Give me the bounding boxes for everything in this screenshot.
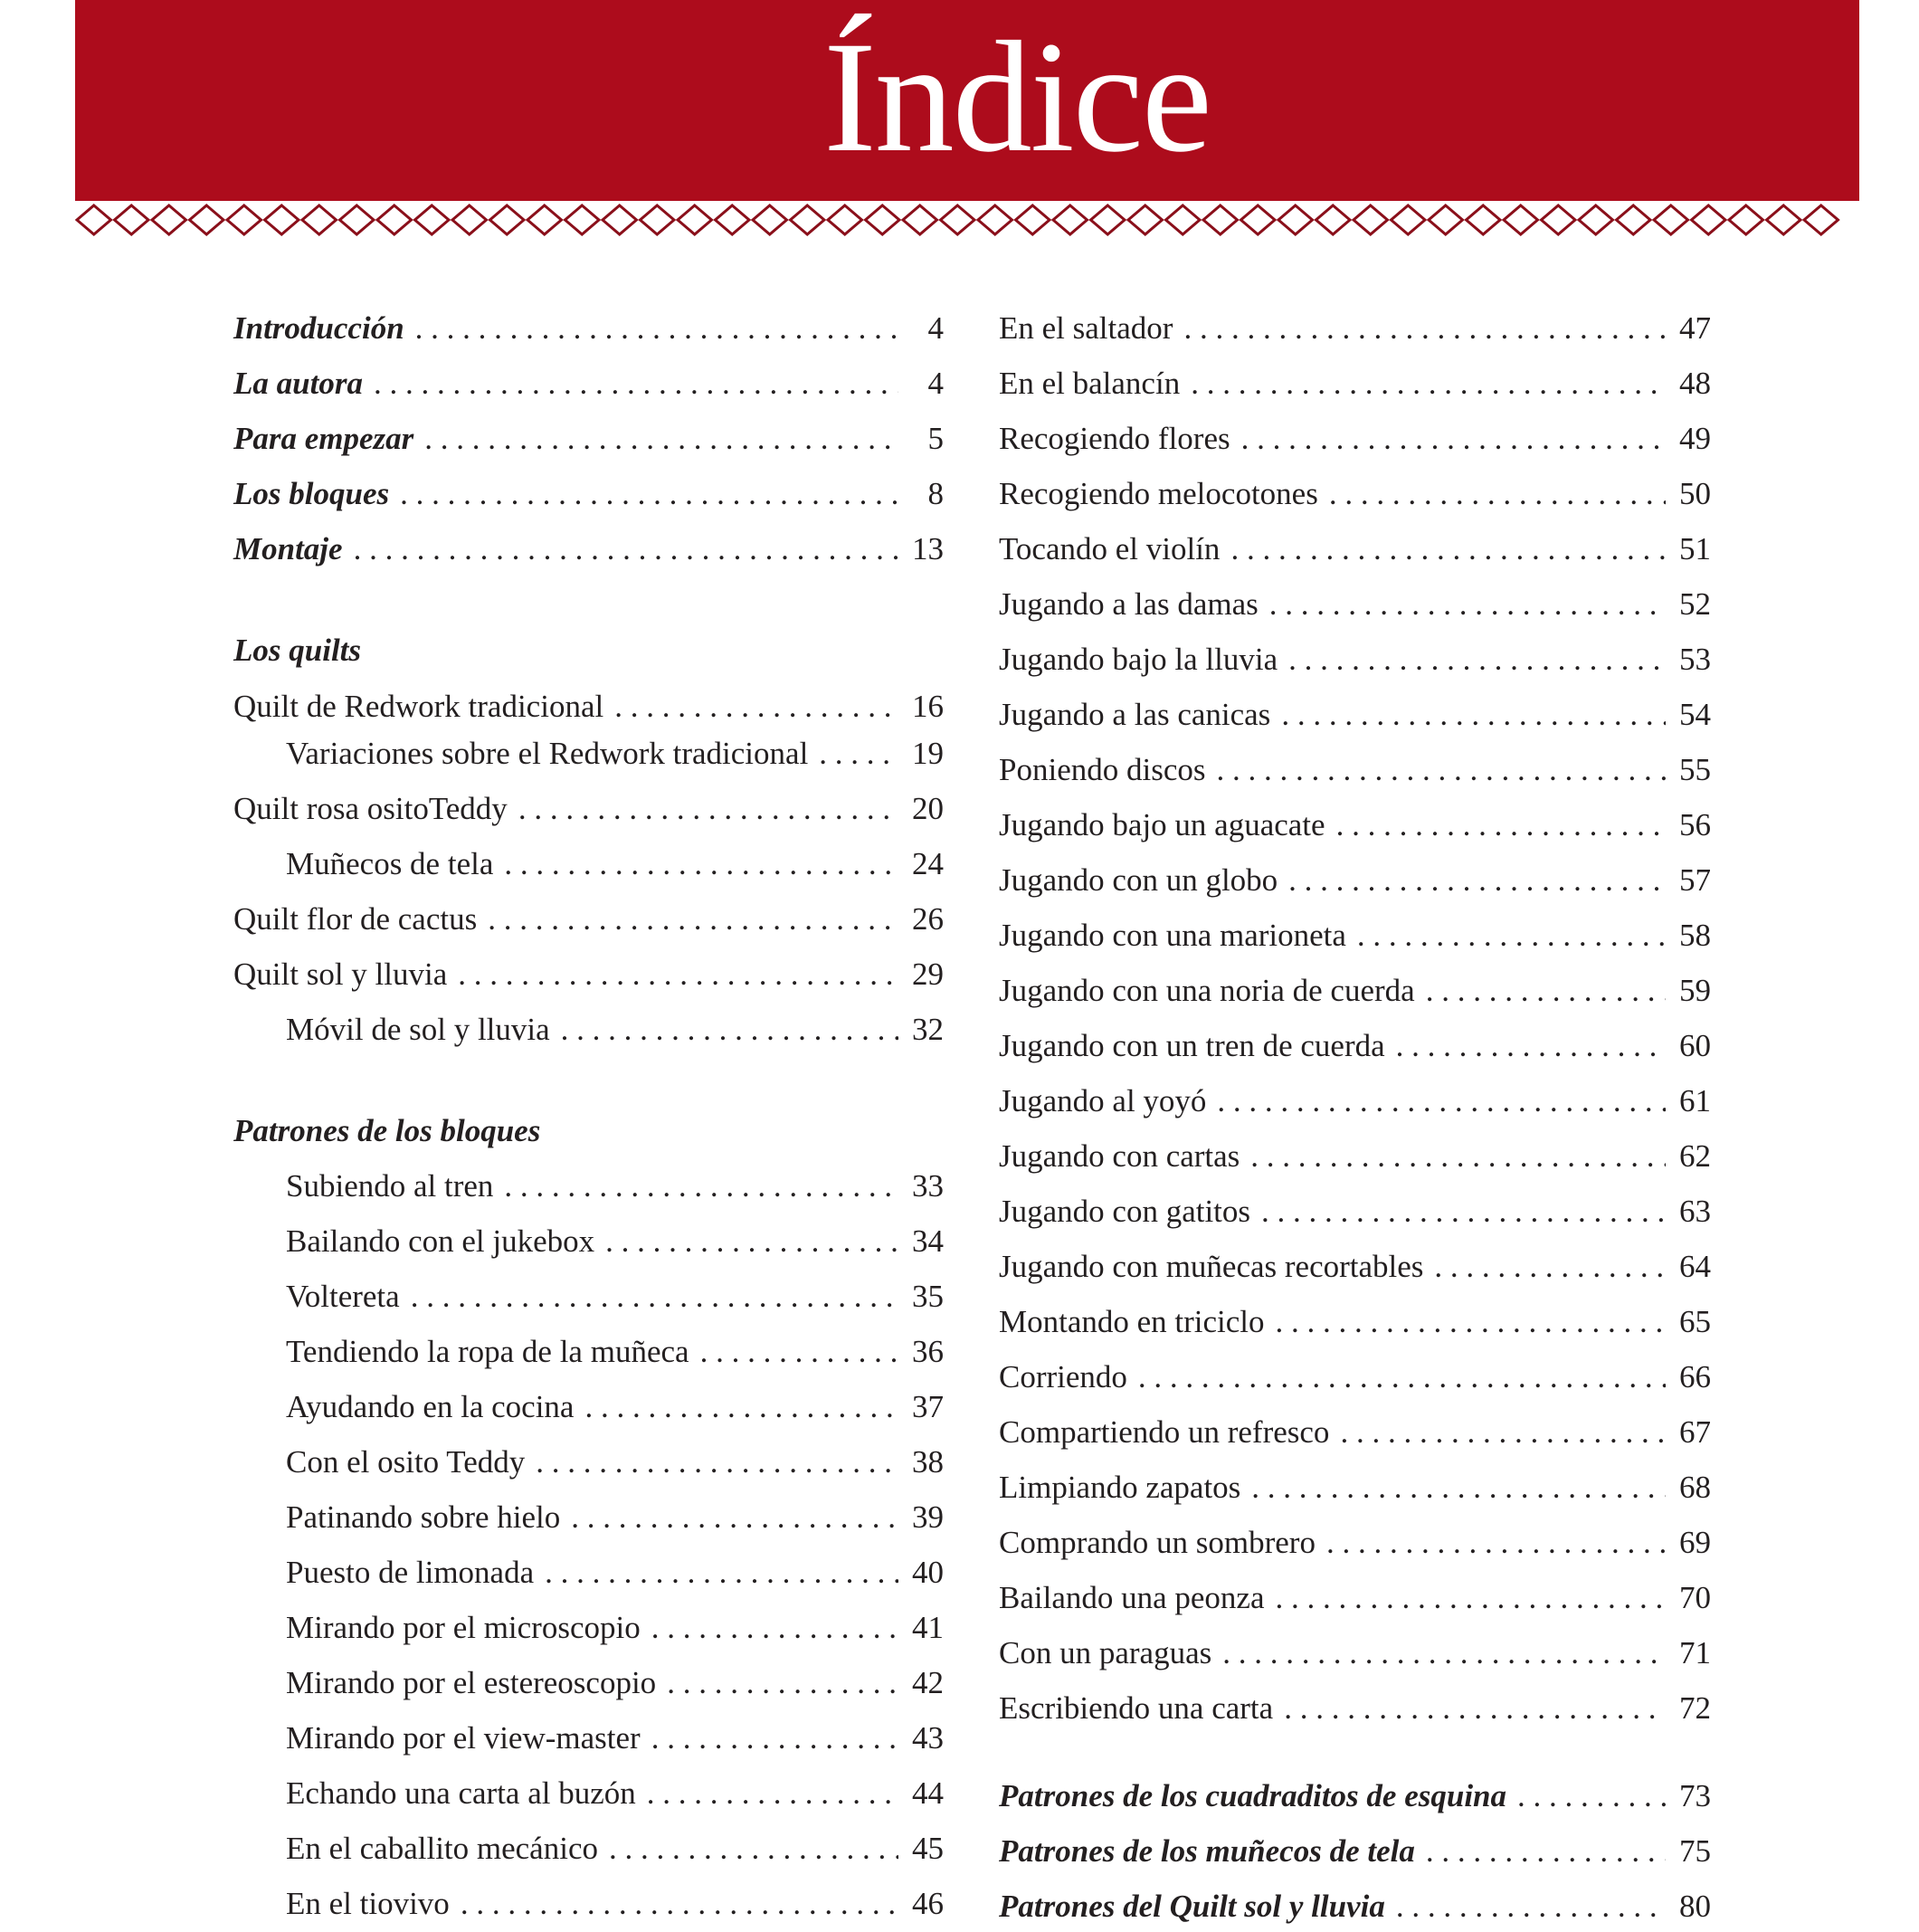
dot-leader [1326, 1518, 1666, 1568]
diamond-shape [753, 205, 787, 234]
toc-entry-page: 80 [1679, 1889, 1711, 1924]
diamond-shape [1091, 205, 1126, 234]
toc-entry[interactable] [233, 303, 944, 354]
toc-entry-title: Quilt sol y lluvia [233, 956, 448, 992]
toc-entry-title: Quilt de Redwork tradicional [233, 689, 604, 724]
toc-entry-page: 37 [912, 1389, 944, 1424]
toc-entry-page: 20 [912, 791, 944, 826]
section-heading-quilts: Los quilts [233, 633, 362, 668]
diamond-shape [1316, 205, 1351, 234]
toc-entry[interactable] [286, 1658, 944, 1708]
dot-leader [458, 949, 898, 1000]
diamond-shape [641, 205, 675, 234]
toc-entry-title: Quilt rosa ositoTeddy [233, 791, 508, 826]
dot-leader [651, 1713, 898, 1764]
toc-entry[interactable] [999, 1021, 1711, 1071]
diamond-shape [1354, 205, 1388, 234]
dot-leader [1222, 1628, 1666, 1679]
diamond-shape [1729, 205, 1763, 234]
diamond-shape [302, 205, 337, 234]
toc-entry-page: 45 [912, 1831, 944, 1866]
toc-entry-title: Quilt flor de cactus [233, 901, 478, 937]
toc-entry-page: 59 [1679, 973, 1711, 1008]
diamond-shape [1654, 205, 1688, 234]
toc-entry-title: Mirando por el microscopio [286, 1610, 641, 1645]
toc-entry-title: Ayudando en la cocina [286, 1389, 575, 1424]
toc-entry-page: 46 [912, 1886, 944, 1921]
dot-leader [461, 1879, 898, 1929]
toc-entry-title: Patrones de los muñecos de tela [999, 1833, 1415, 1869]
toc-entry-page: 44 [912, 1775, 944, 1811]
toc-entry[interactable] [286, 1161, 944, 1212]
toc-entry-page: 33 [912, 1168, 944, 1204]
toc-entry[interactable] [286, 1437, 944, 1488]
dot-leader [1261, 1186, 1666, 1237]
dot-leader [536, 1437, 898, 1488]
toc-entry-title: Jugando a las canicas [999, 697, 1271, 732]
diamond-shape [1467, 205, 1501, 234]
dot-leader [1426, 1826, 1666, 1877]
diamond-shape [1617, 205, 1651, 234]
toc-entry-page: 52 [1679, 586, 1711, 622]
toc-entry-title: Jugando con gatitos [999, 1194, 1251, 1229]
toc-entry-page: 65 [1679, 1304, 1711, 1339]
toc-entry[interactable] [286, 728, 944, 779]
dot-leader [1329, 469, 1666, 519]
toc-entry-page: 8 [927, 476, 944, 511]
toc-entry[interactable] [999, 800, 1711, 851]
toc-entry-title: Introducción [233, 310, 404, 346]
toc-entry[interactable] [999, 1462, 1711, 1513]
toc-entry-title: Recogiendo flores [999, 421, 1230, 456]
diamond-shape [1016, 205, 1050, 234]
diamond-border-ornament [75, 203, 1859, 237]
toc-entry-page: 73 [1679, 1778, 1711, 1813]
toc-entry[interactable] [999, 1131, 1711, 1182]
toc-entry[interactable] [233, 894, 944, 945]
toc-entry-title: Jugando al yoyó [999, 1083, 1207, 1118]
toc-entry-page: 62 [1679, 1138, 1711, 1174]
toc-entry-title: Tocando el violín [999, 531, 1221, 566]
toc-entry-page: 29 [912, 956, 944, 992]
diamond-shape [115, 205, 149, 234]
dot-leader [667, 1658, 898, 1708]
toc-entry-page: 26 [912, 901, 944, 937]
diamond-shape [265, 205, 299, 234]
toc-entry[interactable] [233, 784, 944, 834]
toc-entry-title: Móvil de sol y lluvia [286, 1012, 550, 1047]
diamond-shape [152, 205, 186, 234]
page-title: Índice [823, 9, 1211, 186]
toc-entry-page: 50 [1679, 476, 1711, 511]
toc-entry[interactable] [999, 745, 1711, 795]
toc-entry[interactable] [999, 524, 1711, 575]
dot-leader [1396, 1881, 1666, 1932]
toc-entry-title: Jugando con cartas [999, 1138, 1240, 1174]
diamond-shape [791, 205, 825, 234]
toc-entry-title: Jugando con un globo [999, 862, 1278, 898]
toc-entry[interactable] [999, 1881, 1711, 1932]
toc-entry[interactable] [999, 966, 1711, 1016]
diamond-shape [678, 205, 712, 234]
dot-leader [400, 469, 898, 519]
dot-leader [1241, 414, 1666, 464]
toc-entry[interactable] [999, 1407, 1711, 1458]
dot-leader [424, 414, 898, 464]
toc-entry[interactable] [286, 839, 944, 890]
dot-leader [1284, 1683, 1666, 1734]
diamond-shape [1804, 205, 1838, 234]
toc-entry-page: 4 [927, 310, 944, 346]
dot-leader [1426, 966, 1666, 1016]
dot-leader [1250, 1131, 1666, 1182]
toc-entry-page: 5 [927, 421, 944, 456]
dot-leader [1138, 1352, 1666, 1403]
dot-leader [415, 303, 898, 354]
toc-entry-title: Echando una carta al buzón [286, 1775, 636, 1811]
toc-entry[interactable] [286, 1768, 944, 1819]
toc-entry-page: 63 [1679, 1194, 1711, 1229]
toc-entry[interactable] [999, 1826, 1711, 1877]
toc-entry-page: 66 [1679, 1359, 1711, 1394]
toc-entry-title: Mirando por el view-master [286, 1720, 641, 1756]
dot-leader [1230, 524, 1666, 575]
toc-entry-page: 51 [1679, 531, 1711, 566]
toc-entry-title: Comprando un sombrero [999, 1525, 1316, 1560]
dot-leader [561, 1004, 898, 1055]
toc-entry-title: Para empezar [233, 421, 414, 456]
diamond-shape [340, 205, 375, 234]
diamond-shape [903, 205, 937, 234]
dot-leader [584, 1382, 898, 1432]
dot-leader [1281, 690, 1666, 740]
toc-entry-page: 19 [912, 736, 944, 771]
diamond-shape [77, 205, 111, 234]
diamond-shape [1692, 205, 1726, 234]
toc-entry-title: Montaje [233, 531, 343, 566]
toc-entry-page: 69 [1679, 1525, 1711, 1560]
diamond-shape [1504, 205, 1538, 234]
toc-entry-page: 72 [1679, 1690, 1711, 1726]
toc-entry[interactable] [999, 469, 1711, 519]
diamond-shape [1579, 205, 1613, 234]
toc-entry-title: Corriendo [999, 1359, 1127, 1394]
dot-leader [545, 1547, 898, 1598]
toc-entry[interactable] [999, 1352, 1711, 1403]
dot-leader [1276, 1297, 1666, 1347]
dot-leader [1357, 910, 1666, 961]
toc-entry-title: Variaciones sobre el Redwork tradicional [286, 736, 809, 771]
toc-entry-title: En el caballito mecánico [286, 1831, 598, 1866]
diamond-shape [1128, 205, 1163, 234]
toc-entry-title: Voltereta [286, 1279, 400, 1314]
toc-entry[interactable] [286, 1603, 944, 1653]
toc-entry-title: Jugando con una marioneta [999, 918, 1346, 953]
toc-entry-page: 54 [1679, 697, 1711, 732]
toc-entry-page: 71 [1679, 1635, 1711, 1670]
diamond-shape [415, 205, 450, 234]
toc-entry[interactable] [999, 303, 1711, 354]
diamond-shape [603, 205, 637, 234]
toc-entry-page: 13 [912, 531, 944, 566]
toc-entry-page: 64 [1679, 1249, 1711, 1284]
toc-entry-page: 56 [1679, 807, 1711, 842]
diamond-shape [490, 205, 525, 234]
toc-entry-title: Poniendo discos [999, 752, 1206, 787]
toc-entry-title: Subiendo al tren [286, 1168, 494, 1204]
dot-leader [504, 839, 898, 890]
title-banner [75, 0, 1859, 201]
dot-leader [609, 1823, 898, 1874]
toc-entry-page: 24 [912, 846, 944, 881]
toc-entry[interactable] [286, 1271, 944, 1322]
toc-entry[interactable] [999, 414, 1711, 464]
toc-entry-title: Montando en triciclo [999, 1304, 1265, 1339]
diamond-shape [190, 205, 224, 234]
dot-leader [1191, 358, 1666, 409]
toc-entry-title: Con un paraguas [999, 1635, 1212, 1670]
dot-leader [1288, 634, 1666, 685]
toc-entry-title: En el tiovivo [286, 1886, 450, 1921]
diamond-shape [866, 205, 900, 234]
toc-entry[interactable] [286, 1216, 944, 1267]
diamond-shape [1429, 205, 1463, 234]
toc-entry-title: Patrones del Quilt sol y lluvia [999, 1889, 1385, 1924]
diamond-shape [1166, 205, 1201, 234]
dot-leader [1434, 1242, 1666, 1292]
diamond-shape [1241, 205, 1276, 234]
toc-entry-title: Tendiendo la ropa de la muñeca [286, 1334, 689, 1369]
toc-entry-page: 41 [912, 1610, 944, 1645]
toc-entry-title: Mirando por el estereoscopio [286, 1665, 657, 1700]
toc-entry-title: Patinando sobre hielo [286, 1499, 561, 1535]
toc-entry-page: 39 [912, 1499, 944, 1535]
dot-leader [614, 681, 898, 732]
toc-entry-page: 57 [1679, 862, 1711, 898]
toc-entry-title: Con el osito Teddy [286, 1444, 526, 1480]
diamond-shape [565, 205, 600, 234]
toc-entry-page: 49 [1679, 421, 1711, 456]
toc-entry[interactable] [233, 469, 944, 519]
diamond-shape [1542, 205, 1576, 234]
toc-entry[interactable] [999, 1518, 1711, 1568]
toc-entry-page: 58 [1679, 918, 1711, 953]
toc-entry-page: 61 [1679, 1083, 1711, 1118]
toc-entry-page: 4 [927, 366, 944, 401]
dot-leader [700, 1327, 898, 1377]
toc-entry-page: 43 [912, 1720, 944, 1756]
diamond-shape [828, 205, 862, 234]
toc-entry-title: Escribiendo una carta [999, 1690, 1274, 1726]
toc-entry[interactable] [286, 1004, 944, 1055]
toc-entry-title: En el saltador [999, 310, 1173, 346]
dot-leader [354, 524, 898, 575]
diamond-shape [1203, 205, 1238, 234]
toc-entry-title: Jugando con muñecas recortables [999, 1249, 1424, 1284]
toc-entry[interactable] [999, 358, 1711, 409]
toc-entry[interactable] [233, 681, 944, 732]
toc-entry-page: 70 [1679, 1580, 1711, 1615]
toc-entry[interactable] [999, 1076, 1711, 1127]
diamond-shape [941, 205, 975, 234]
dot-leader [488, 894, 898, 945]
diamond-shape [377, 205, 412, 234]
toc-entry[interactable] [999, 910, 1711, 961]
diamond-shape [716, 205, 750, 234]
toc-entry-page: 53 [1679, 642, 1711, 677]
toc-entry[interactable] [286, 1327, 944, 1377]
toc-entry[interactable] [233, 358, 944, 409]
toc-entry[interactable] [286, 1713, 944, 1764]
toc-entry-page: 32 [912, 1012, 944, 1047]
toc-entry-page: 55 [1679, 752, 1711, 787]
dot-leader [1340, 1407, 1666, 1458]
toc-entry-title: Puesto de limonada [286, 1555, 535, 1590]
toc-entry-page: 34 [912, 1223, 944, 1259]
dot-leader [1517, 1771, 1666, 1822]
toc-entry[interactable] [286, 1823, 944, 1874]
toc-entry[interactable] [286, 1492, 944, 1543]
toc-entry-page: 38 [912, 1444, 944, 1480]
section-heading-patterns: Patrones de los bloques [233, 1113, 541, 1148]
toc-entry-title: Jugando con un tren de cuerda [999, 1028, 1385, 1063]
toc-entry-title: Jugando bajo un aguacate [999, 807, 1325, 842]
toc-entry-page: 68 [1679, 1470, 1711, 1505]
toc-entry[interactable] [999, 1628, 1711, 1679]
diamond-shape [1053, 205, 1088, 234]
toc-entry[interactable] [999, 579, 1711, 630]
toc-entry[interactable] [999, 855, 1711, 906]
toc-entry-page: 16 [912, 689, 944, 724]
dot-leader [647, 1768, 898, 1819]
dot-leader [819, 728, 898, 779]
toc-entry-title: En el balancín [999, 366, 1181, 401]
toc-entry-page: 40 [912, 1555, 944, 1590]
toc-entry[interactable] [233, 949, 944, 1000]
dot-leader [571, 1492, 898, 1543]
diamond-shape [978, 205, 1012, 234]
toc-entry-title: Patrones de los cuadraditos de esquina [999, 1778, 1507, 1813]
toc-entry-title: Limpiando zapatos [999, 1470, 1241, 1505]
toc-entry-title: Bailando con el jukebox [286, 1223, 595, 1259]
toc-entry-page: 36 [912, 1334, 944, 1369]
toc-entry-title: Bailando una peonza [999, 1580, 1265, 1615]
dot-leader [1336, 800, 1666, 851]
dot-leader [651, 1603, 898, 1653]
dot-leader [1217, 1076, 1666, 1127]
toc-entry-title: Muñecos de tela [286, 846, 494, 881]
dot-leader [1216, 745, 1666, 795]
diamond-shape [1767, 205, 1801, 234]
dot-leader [1251, 1462, 1666, 1513]
toc-entry[interactable] [286, 1547, 944, 1598]
toc-entry[interactable] [999, 634, 1711, 685]
toc-entry-title: Jugando a las damas [999, 586, 1259, 622]
toc-entry-page: 47 [1679, 310, 1711, 346]
dot-leader [1183, 303, 1666, 354]
toc-entry[interactable] [233, 414, 944, 464]
dot-leader [411, 1271, 898, 1322]
toc-entry-page: 67 [1679, 1414, 1711, 1450]
toc-entry-page: 48 [1679, 366, 1711, 401]
toc-entry[interactable] [999, 1573, 1711, 1623]
diamond-shape [452, 205, 487, 234]
dot-leader [504, 1161, 898, 1212]
dot-leader [374, 358, 898, 409]
diamond-shape [527, 205, 562, 234]
toc-entry-title: Compartiendo un refresco [999, 1414, 1330, 1450]
toc-entry[interactable] [999, 1186, 1711, 1237]
dot-leader [1396, 1021, 1666, 1071]
dot-leader [1276, 1573, 1666, 1623]
toc-entry[interactable] [286, 1382, 944, 1432]
toc-entry-title: Recogiendo melocotones [999, 476, 1318, 511]
toc-entry-page: 35 [912, 1279, 944, 1314]
toc-entry-title: La autora [233, 366, 363, 401]
dot-leader [518, 784, 898, 834]
toc-entry[interactable] [286, 1879, 944, 1929]
toc-entry-page: 60 [1679, 1028, 1711, 1063]
toc-entry[interactable] [233, 524, 944, 575]
dot-leader [1288, 855, 1666, 906]
toc-entry-page: 75 [1679, 1833, 1711, 1869]
dot-leader [1269, 579, 1666, 630]
toc-entry-page: 42 [912, 1665, 944, 1700]
toc-entry-title: Jugando con una noria de cuerda [999, 973, 1415, 1008]
toc-entry[interactable] [999, 1683, 1711, 1734]
diamond-shape [1392, 205, 1426, 234]
toc-entry-title: Jugando bajo la lluvia [999, 642, 1278, 677]
diamond-shape [1278, 205, 1313, 234]
toc-entry[interactable] [999, 690, 1711, 740]
dot-leader [605, 1216, 898, 1267]
toc-entry-title: Los bloques [233, 476, 390, 511]
diamond-shape [227, 205, 261, 234]
toc-entry[interactable] [999, 1297, 1711, 1347]
toc-entry[interactable] [999, 1242, 1711, 1292]
toc-entry[interactable] [999, 1771, 1711, 1822]
